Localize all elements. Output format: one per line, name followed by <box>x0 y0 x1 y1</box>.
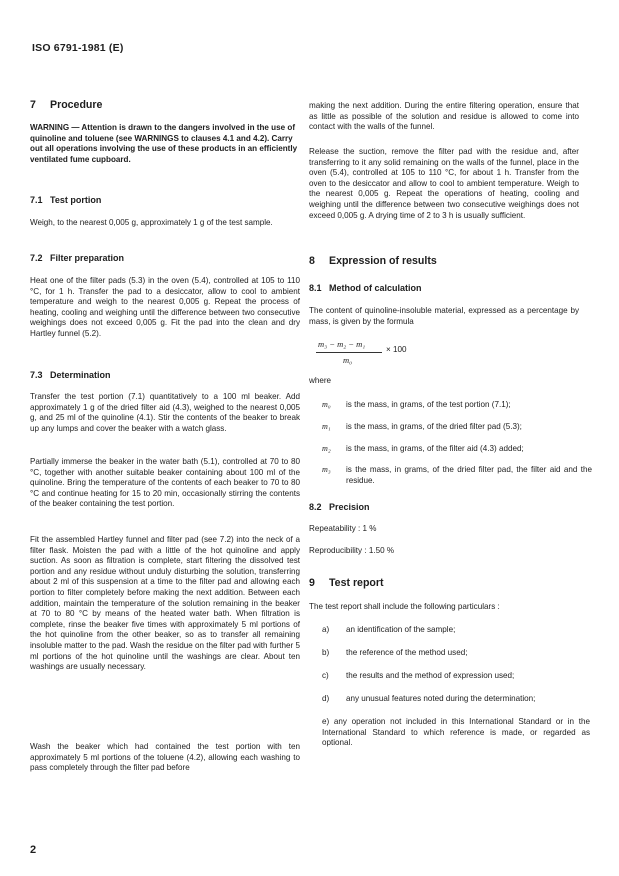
report-item-b: b) the reference of the method used; <box>322 648 468 657</box>
repeatability: Repeatability : 1 % <box>309 524 377 533</box>
section-number: 9 <box>309 577 315 589</box>
definition-m3: m₃ is the mass, in grams, of the dried filter pad, the filter aid and the residue. <box>322 465 592 485</box>
section-title: Precision <box>329 502 370 512</box>
formula-numerator: m₃ − m₂ − m₁ <box>318 339 366 349</box>
section-title: Determination <box>50 370 111 380</box>
section-number: 7.2 <box>30 253 43 263</box>
section-number: 7.3 <box>30 370 43 380</box>
report-item-e: e) any operation not included in this International Standard or in the International Standard to which reference is made, or regarded as optional. <box>322 717 590 748</box>
formula-denominator: m₀ <box>343 355 353 365</box>
definition-m2: m₂ is the mass, in grams, of the filter aid (4.3) added; <box>322 444 524 453</box>
section-8-2-heading <box>309 502 579 513</box>
section-number: 8 <box>309 255 315 267</box>
section-8-heading <box>309 256 579 267</box>
report-item-a: a) an identification of the sample; <box>322 625 456 634</box>
where-label: where <box>309 376 332 385</box>
formula-multiplier: × 100 <box>386 345 407 354</box>
report-item-d: d) any unusual features noted during the determination; <box>322 694 536 703</box>
section-title: Test portion <box>50 195 102 205</box>
definition-m1: m₁ is the mass, in grams, of the dried filter pad (5.3); <box>322 422 522 431</box>
section-number: 8.2 <box>309 502 322 512</box>
section-7-2-heading <box>30 253 300 264</box>
section-7-1-heading <box>30 195 300 206</box>
reproducibility: Reproducibility : 1.50 % <box>309 546 395 555</box>
continued-paragraph: making the next addition. During the entire filtering operation, ensure that as little as possible of the solution and residue is allowed to come into contact with the walls of the funnel. <box>309 101 579 132</box>
document-header: ISO 6791-1981 (E) <box>32 42 124 54</box>
section-title: Filter preparation <box>50 253 125 263</box>
section-7-1-text: Weigh, to the nearest 0,005 g, approximately 1 g of the test sample. <box>30 218 273 227</box>
section-title: Procedure <box>50 99 103 111</box>
section-7-3-paragraph-3: Fit the assembled Hartley funnel and filter pad (see 7.2) into the neck of a filter flask. Moisten the pad with a little of the hot quinoline and apply suction. As soon as filtration is complete, start filtering the dissolved test portion and any residue without unduly disturbing the solution, transferring about 2 ml of this suspension at a time to the filter pad and allowing each portion to filter completely before making the next addition. Between each addition, maintain the temperature of the solution remaining in the beaker at 70 to 80 °C by means of the heated water bath. When filtration is complete, rinse the beaker five times with approximately 5 ml portions of the hot quinoline from the other beaker, so as to transfer all remaining insoluble matter to the pad. Wash the residue on the filter pad with further 5 ml portions of the hot quinoline until the washings are clear. About ten washings are usually necessary. <box>30 535 300 672</box>
section-7-2-text: Heat one of the filter pads (5.3) in the oven (5.4), controlled at 105 to 110 °C, for 1 h. Transfer the pad to a desiccator, allow to cool to ambient temperature and weigh to the nearest 0,005 g. Repeat the process of heating, cooling and weighing until the difference between two consecutive weighings does not exceed 0,005 g. Fit the pad into the clean and dry Hartley funnel (5.2). <box>30 276 300 338</box>
section-number: 8.1 <box>309 283 322 293</box>
definition-m0: m₀ is the mass, in grams, of the test portion (7.1); <box>322 400 511 409</box>
section-7-3-paragraph-1: Transfer the test portion (7.1) quantitatively to a 100 ml beaker. Add approximately 1 g of the dried filter aid (4.3), weighed to the nearest 0,005 g, and 25 ml of the quinoline (4.1). Stir the contents of the beaker to break up any lumps and cover the beaker with a watch glass. <box>30 392 300 433</box>
section-7-3-paragraph-4: Wash the beaker which had contained the test portion with ten approximately 5 ml portions of the toluene (4.2), allowing each washing to pass completely through the filter pad before <box>30 742 300 773</box>
section-7-heading <box>30 100 300 111</box>
section-7-3-heading <box>30 370 300 381</box>
section-9-heading <box>309 578 579 589</box>
section-title: Test report <box>329 577 384 589</box>
section-title: Expression of results <box>329 255 437 267</box>
drying-paragraph: Release the suction, remove the filter pad with the residue and, after transferring to it any solid remaining on the walls of the funnel, place in the oven (5.4), controlled at 105 to 110 °C, for about 1 h. Transfer from the oven to the desiccator and allow to cool to ambient temperature. Weigh to the nearest 0,005 g. Repeat the operations of heating, cooling and weighing until the difference between two consecutive weighings does not exceed 0,005 g. A drying time of 2 to 3 h is usually sufficient. <box>309 147 579 220</box>
warning-text: WARNING — Attention is drawn to the dangers involved in the use of quinoline and toluene (see WARNINGS to clauses 4.1 and 4.2). Carry out all operations involving the use of these products in an efficiently ventilated fume cupboard. <box>30 123 298 164</box>
fraction-bar <box>316 352 382 353</box>
section-number: 7.1 <box>30 195 43 205</box>
section-title: Method of calculation <box>329 283 422 293</box>
section-9-intro: The test report shall include the following particulars : <box>309 602 500 611</box>
section-8-1-heading <box>309 283 579 294</box>
section-7-3-paragraph-2: Partially immerse the beaker in the water bath (5.1), controlled at 70 to 80 °C, together with another suitable beaker containing about 100 ml of the quinoline. Bring the temperature of the contents of each beaker to 70 to 80 °C and continue heating for 15 to 20 min, occasionally stirring the contents of the beaker containing the test portion. <box>30 457 300 509</box>
section-8-1-text: The content of quinoline-insoluble material, expressed as a percentage by mass, is given by the formula <box>309 306 579 326</box>
section-number: 7 <box>30 99 36 111</box>
report-item-c: c) the results and the method of expression used; <box>322 671 515 680</box>
page-number: 2 <box>30 844 37 856</box>
